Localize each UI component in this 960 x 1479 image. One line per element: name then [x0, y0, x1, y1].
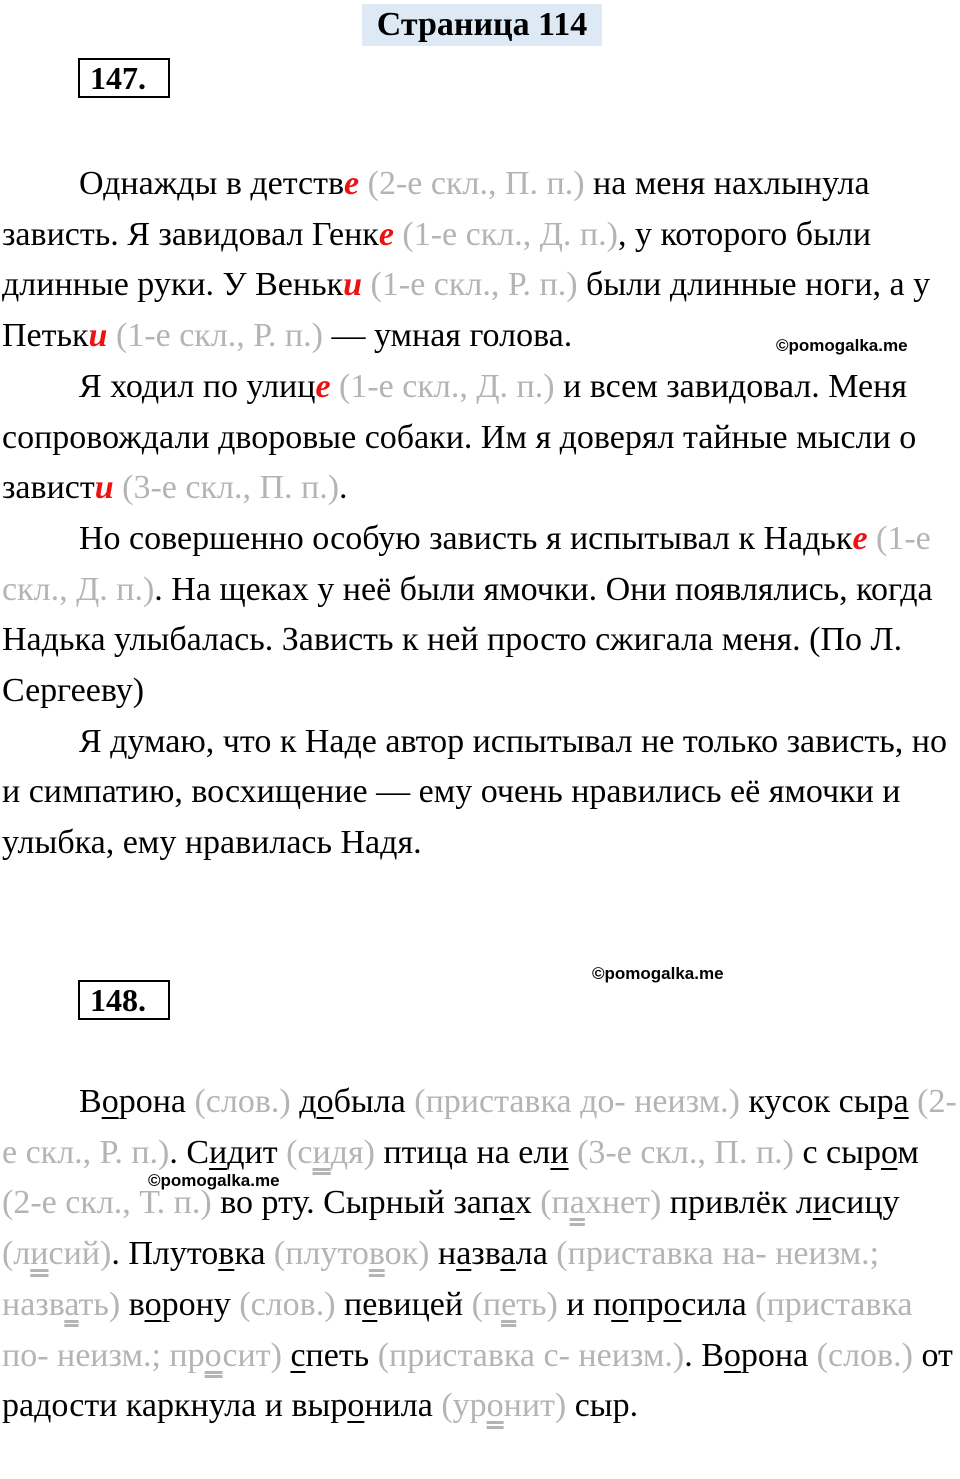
text-run: н — [429, 1235, 457, 1273]
task-number-147: 147. — [78, 58, 170, 98]
grammar-note: (3-е скл., П. п.) — [113, 469, 340, 507]
check-word-underline: а — [569, 1184, 585, 1222]
text-run: зв — [471, 1235, 501, 1273]
vowel-underline: и — [209, 1133, 228, 1171]
vowel-underline: а — [499, 1184, 515, 1222]
text-run: ла — [515, 1235, 548, 1273]
vowel-underline: о — [316, 1083, 334, 1120]
grammar-note: дя) — [330, 1133, 375, 1171]
text-run: нила — [364, 1387, 433, 1425]
vowel-underline: и — [550, 1133, 569, 1171]
text-run: привлёк л — [661, 1184, 813, 1222]
text-run: сицу — [831, 1184, 900, 1222]
grammar-note: (приставка по- неизм.; пр — [2, 1285, 913, 1374]
watermark: ©pomogalka.me — [776, 336, 908, 355]
text-run: ка — [234, 1235, 266, 1273]
ending-highlight: е — [315, 367, 331, 405]
vowel-underline: о — [881, 1133, 898, 1171]
task-148-text — [2, 1077, 960, 1432]
grammar-note: (1-е скл., Д. п.) — [2, 519, 931, 608]
text-run: Я ходил по улиц — [79, 367, 316, 405]
check-word-underline: о — [486, 1387, 504, 1425]
vowel-underline: а — [893, 1083, 909, 1120]
grammar-note: (слов.) — [230, 1285, 336, 1323]
paragraph — [2, 717, 960, 869]
text-run: рона — [118, 1083, 186, 1120]
text-run: дит — [227, 1133, 278, 1171]
vowel-underline: о — [611, 1285, 629, 1323]
vowel-underline: а — [500, 1235, 516, 1273]
vowel-underline: о — [663, 1285, 682, 1323]
text-run: с сыр — [793, 1133, 881, 1171]
text-run: вицей — [377, 1285, 464, 1323]
ending-highlight: и — [88, 317, 108, 355]
grammar-note: (слов.) — [185, 1083, 291, 1120]
text-run: , у которого были длинные руки. У Веньк — [2, 215, 872, 304]
text-run: . В — [684, 1336, 724, 1374]
grammar-note: нит) — [503, 1387, 567, 1425]
text-run: . Плуто — [111, 1235, 219, 1273]
check-word-underline: а — [64, 1285, 79, 1323]
grammar-note: (2-е скл., П. п.) — [359, 165, 585, 202]
check-word-underline: и — [312, 1133, 331, 1171]
text-run: Но совершенно особую зависть я испытывал к Надьк — [79, 519, 853, 557]
task-147-text — [2, 159, 960, 869]
grammar-note: сий) — [48, 1235, 112, 1273]
grammar-note: (1-е скл., Д. п.) — [330, 367, 555, 405]
vowel-underline: в — [218, 1235, 235, 1273]
text-run: рону — [161, 1285, 231, 1323]
grammar-note: (1-е скл., Р. п.) — [107, 317, 323, 355]
text-run: В — [79, 1083, 102, 1120]
text-run: была — [333, 1083, 406, 1120]
check-word-underline: и — [30, 1235, 49, 1273]
text-run: кусок сыр — [739, 1083, 894, 1120]
text-run: Однажды в детств — [79, 165, 345, 202]
text-run: . С — [169, 1133, 210, 1171]
text-run: . На щеках у неё были ямочки. Они появлялись, когда Надька улыбалась. Зависть к ней просто сжигала меня. (По Л. Сергееву) — [2, 570, 933, 710]
text-run: п — [335, 1285, 363, 1323]
grammar-note: (1-е скл., Р. п.) — [362, 266, 578, 304]
text-run: д — [290, 1083, 317, 1120]
grammar-note: ть) — [516, 1285, 558, 1323]
vowel-underline: о — [101, 1083, 119, 1120]
check-word-underline: о — [204, 1336, 223, 1374]
grammar-note: сит) — [222, 1336, 282, 1374]
grammar-note: (с — [277, 1133, 313, 1171]
watermark: ©pomogalka.me — [148, 1171, 280, 1190]
grammar-note: (п — [463, 1285, 502, 1323]
text-run: пр — [628, 1285, 664, 1323]
text-run: и всем завидовал. Меня сопровождали дворовые собаки. Им я доверял тайные мысли о завист — [2, 367, 917, 507]
text-run: сила — [681, 1285, 747, 1323]
text-run: — умная голова. — [322, 317, 573, 355]
text-run: и п — [557, 1285, 612, 1323]
grammar-note: (1-е скл., Д. п.) — [393, 215, 618, 253]
grammar-note: (3-е скл., П. п.) — [568, 1133, 794, 1171]
grammar-note: (л — [2, 1235, 31, 1273]
grammar-note: ть) — [78, 1285, 121, 1323]
paragraph — [2, 514, 960, 717]
vowel-underline: а — [456, 1235, 472, 1273]
grammar-note: (2-е скл., Т. п.) — [2, 1184, 212, 1222]
ending-highlight: и — [343, 266, 363, 304]
text-run: птица на ел — [374, 1133, 551, 1171]
page-title: Страница 114 — [362, 4, 602, 46]
text-run: во рту. Сырный зап — [211, 1184, 500, 1222]
paragraph — [2, 362, 960, 514]
text-run: м — [897, 1133, 919, 1171]
grammar-note: ок) — [384, 1235, 430, 1273]
check-word-underline: в — [368, 1235, 385, 1273]
grammar-note: (плуто — [265, 1235, 369, 1273]
vowel-underline: с — [290, 1336, 306, 1374]
grammar-note: (2-е скл., Р. п.) — [2, 1083, 957, 1171]
text-run: х — [514, 1184, 532, 1222]
paragraph — [2, 1077, 960, 1432]
text-run: на меня нахлынула зависть. Я завидовал Генк — [2, 165, 870, 253]
vowel-underline: о — [723, 1336, 741, 1374]
text-run: петь — [305, 1336, 370, 1374]
check-word-underline: е — [501, 1285, 517, 1323]
vowel-underline: о — [347, 1387, 365, 1425]
text-run: сыр. — [566, 1387, 639, 1425]
ending-highlight: е — [852, 519, 868, 557]
grammar-note: (ур — [432, 1387, 487, 1425]
vowel-underline: е — [362, 1285, 378, 1323]
paragraph — [2, 159, 960, 362]
grammar-note: (п — [531, 1184, 570, 1222]
vowel-underline: и — [812, 1184, 832, 1222]
text-run: от радости каркнула и выр — [2, 1336, 953, 1425]
vowel-underline: о — [144, 1285, 162, 1323]
ending-highlight: и — [94, 469, 114, 507]
text-run: в — [120, 1285, 145, 1323]
grammar-note: (приставка до- неизм.) — [405, 1083, 740, 1120]
text-run: были длинные ноги, а у Петьк — [2, 266, 931, 355]
grammar-note: (приставка на- неизм.; назв — [2, 1235, 880, 1323]
watermark: ©pomogalka.me — [592, 964, 724, 983]
ending-highlight: е — [378, 215, 394, 253]
ending-highlight: е — [344, 165, 360, 202]
grammar-note: (слов.) — [808, 1336, 913, 1374]
text-run: Я думаю, что к Наде автор испытывал не только зависть, но и симпатию, восхищение — ему очень нравились её ямочки и улыбка, ему нравилась Надя. — [2, 722, 947, 862]
grammar-note: (приставка с- неизм.) — [369, 1336, 685, 1374]
grammar-note: хнет) — [584, 1184, 662, 1222]
text-run: рона — [740, 1336, 809, 1374]
task-number-148: 148. — [78, 980, 170, 1020]
text-run: . — [339, 469, 348, 507]
